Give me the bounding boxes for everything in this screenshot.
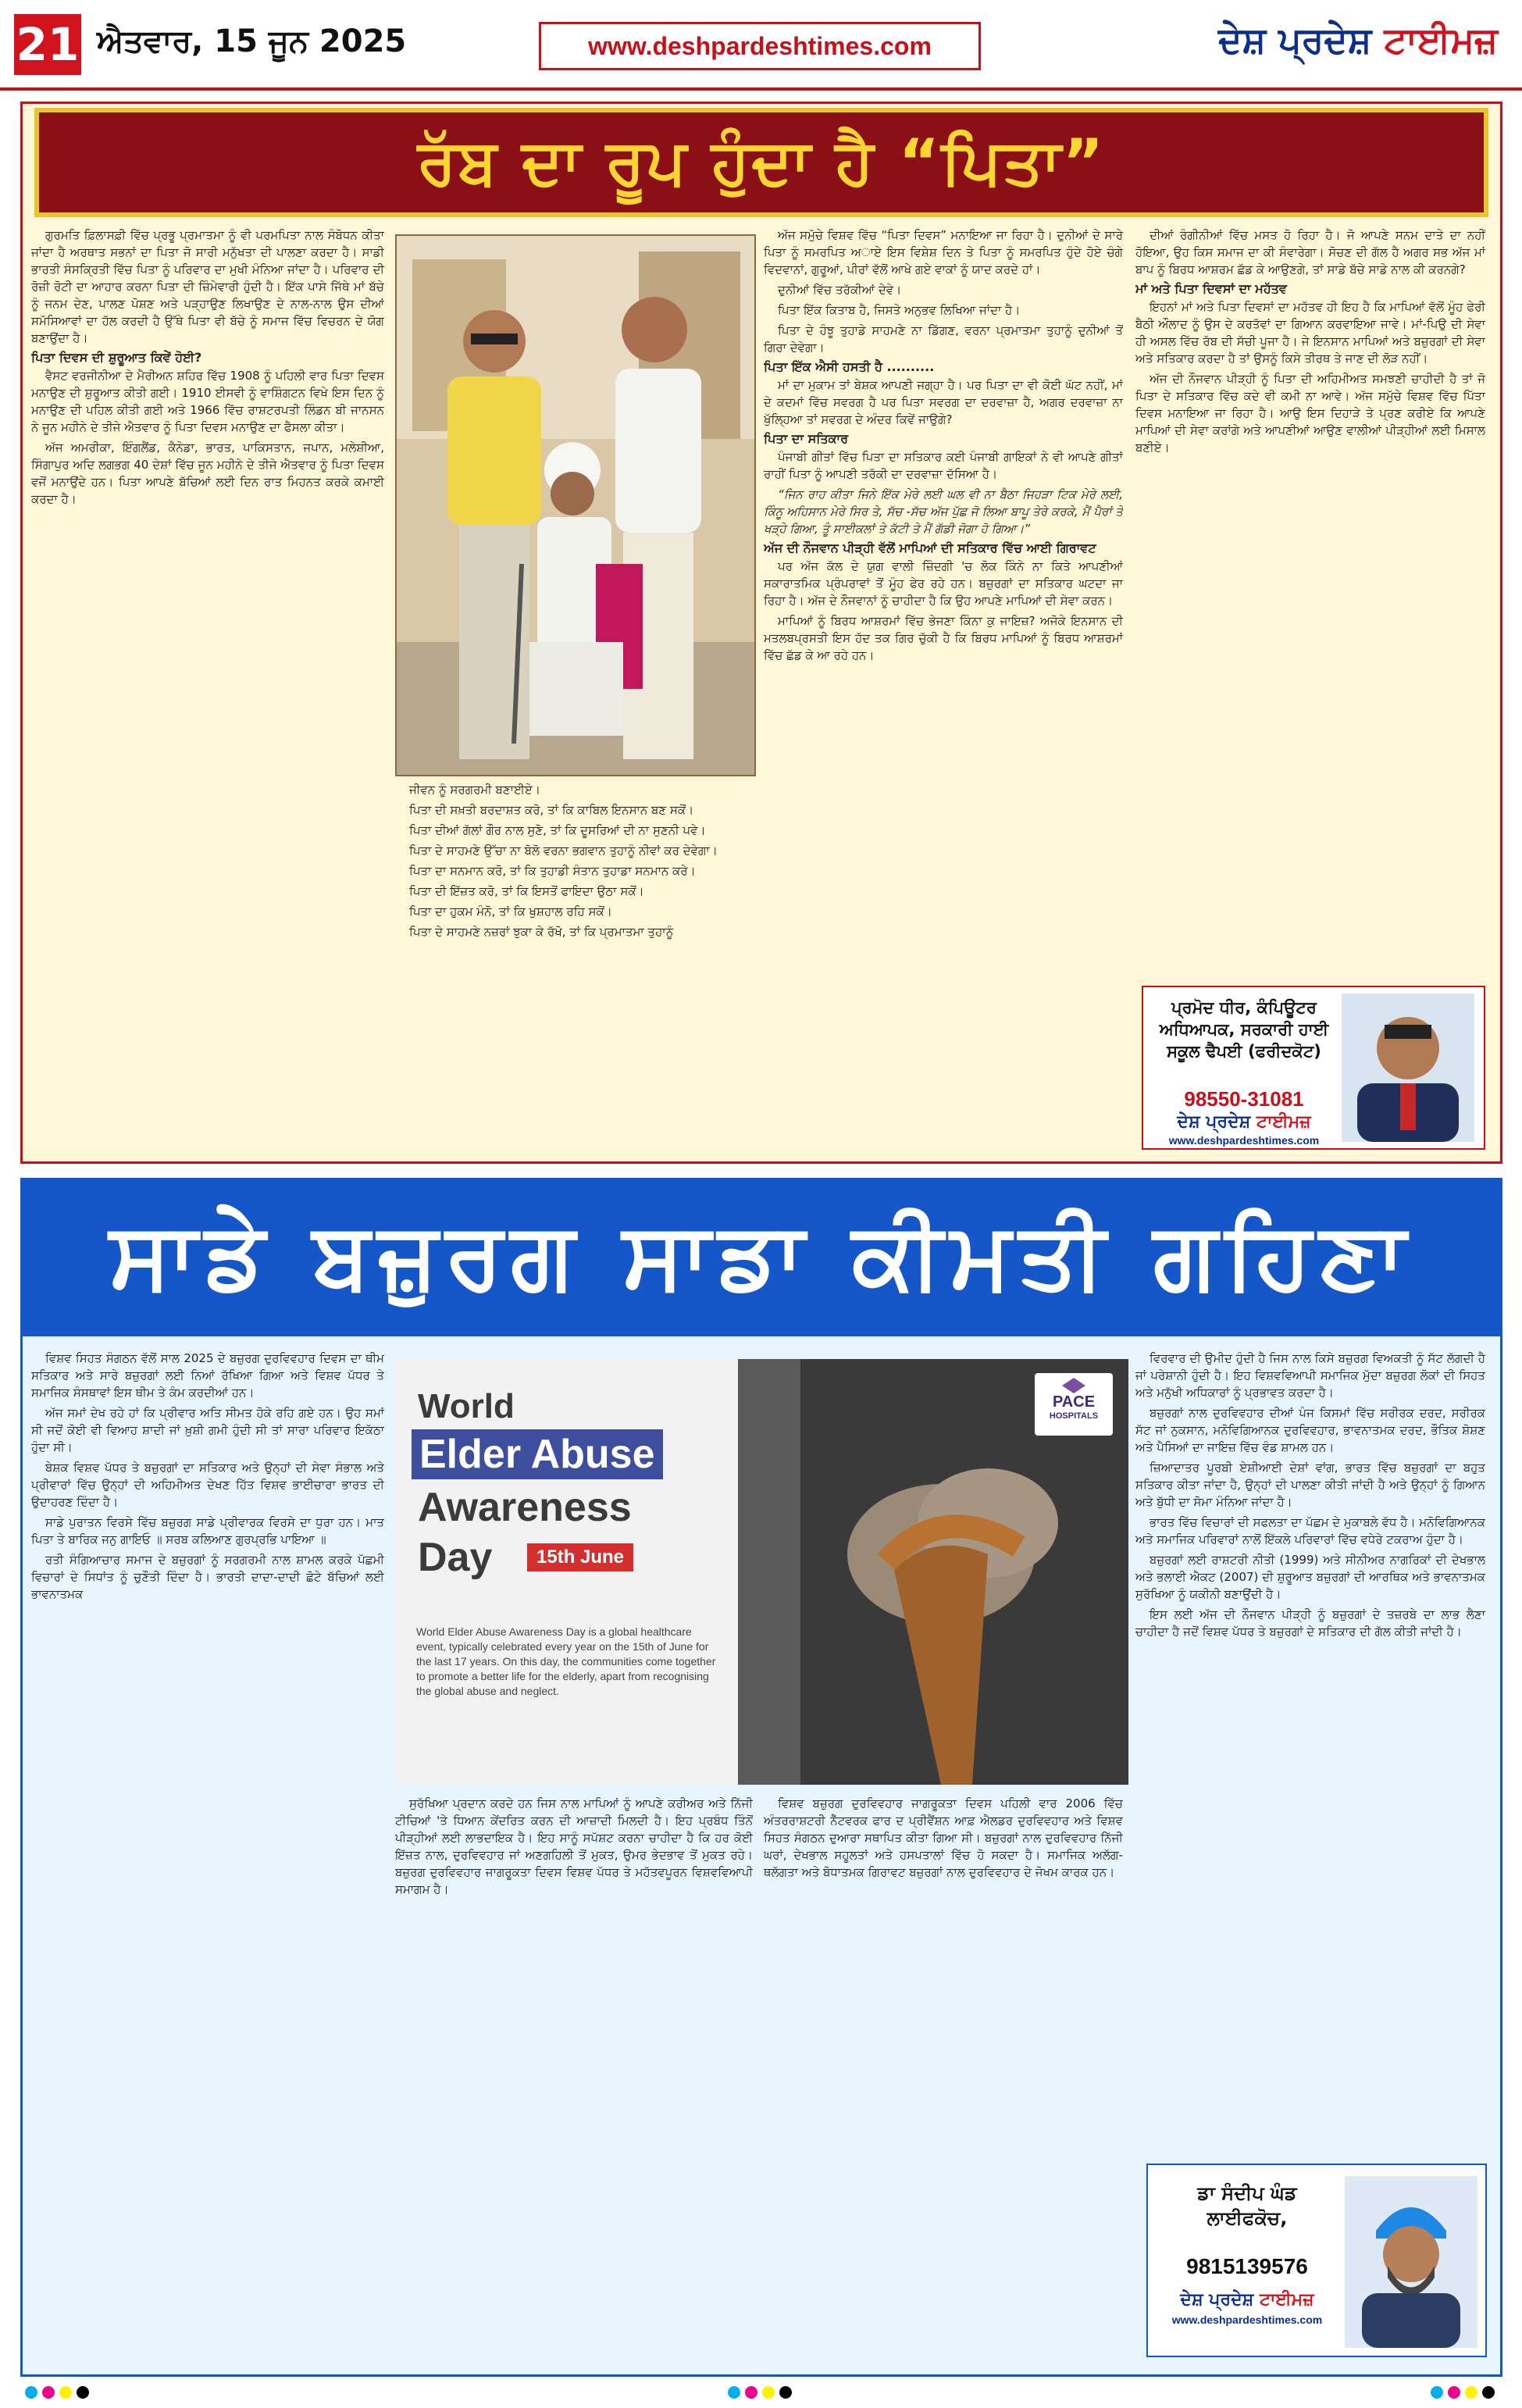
article1-column-4 (1135, 227, 1485, 976)
author-1-brand (1154, 1112, 1334, 1132)
article2-paragraph: ਭਾਰਤ ਵਿੱਚ ਵਿਚਾਰਾਂ ਦੀ ਸਫਲਤਾ ਦਾ ਪੱਛਮ ਦੇ ਮੁਕਾਬਲੇ ਵੱਧ ਹੈ। ਮਨੋਵਿਗਿਆਨਕ ਅਤੇ ਸਮਾਜਿਕ ਪਰਿਵਾਰਾਂ ਨਾਲੋਂ ਇੱਕਲੇ ਪਰਿਵਾਰਾਂ ਵਿੱਚ ਵਧੇਰੇ ਟਕਰਾਅ ਹੁੰਦਾ ਹੈ। (1135, 1515, 1485, 1546)
hospital-logo-icon (1062, 1378, 1085, 1393)
hospital-sub: HOSPITALS (1049, 1411, 1099, 1421)
article2-paragraph: ਬੇਸ਼ਕ ਵਿਸ਼ਵ ਪੱਧਰ ਤੇ ਬਜ਼ੁਰਗਾਂ ਦਾ ਸਤਿਕਾਰ ਅਤੇ ਉਨ੍ਹਾਂ ਦੀ ਸੇਵਾ ਸੰਭਾਲ ਅਤੇ ਪ੍ਰੀਵਾਰਾਂ ਵਿੱਚ ਉਨ੍ਹਾਂ ਦੀ ਅਹਿਮੀਅਤ ਦੇਖਣ ਹਿੱਤ ਵਿਸ਼ਵ ਭਾਈਚਾਰਾ ਭਾਰਤ ਦੀ ਉਦਾਹਰਣ ਦਿੰਦਾ ਹੈ। (31, 1461, 384, 1509)
author-1-line1: ਪ੍ਰਮੋਦ ਧੀਰ, ਕੰਪਿਊਟਰ (1171, 998, 1317, 1017)
author-2-line2: ਲਾਈਫਕੋਚ, (1207, 2207, 1288, 2229)
elder-abuse-poster (394, 1359, 1128, 1785)
article1-paragraph: ਮਾਪਿਆਂ ਨੂੰ ਬਿਰਧ ਆਸ਼ਰਮਾਂ ਵਿੱਚ ਭੇਜਣਾ ਕਿੰਨਾ ਕੁ ਜਾਇਜ਼? ਅਜੋਕੇ ਇਨਸਾਨ ਦੀ ਮਤਲਬਪ੍ਰਸਤੀ ਇਸ ਹੱਦ ਤਕ ਗਿਰ ਚੁੱਕੀ ਹੈ ਕਿ ਬਿਰਧ ਮਾਪਿਆਂ ਨੂੰ ਬਿਰਧ ਆਸ਼ਰਮਾਂ ਵਿੱਚ ਛੱਡ ਕੇ ਆ ਰਹੇ ਹਨ। (764, 614, 1123, 662)
article1-paragraph: ਦੀਆਂ ਰੰਗੀਨੀਆਂ ਵਿੱਚ ਮਸਤ ਹੋ ਰਿਹਾ ਹੈ। ਜੋ ਆਪਣੇ ਸਨਮ ਦਾਤੇ ਦਾ ਨਹੀਂ ਹੋਇਆ, ਉਹ ਕਿਸ ਸਮਾਜ ਦਾ ਕੀ ਸੰਵਾਰੇਗਾ। ਸੋਚਣ ਦੀ ਗੱਲ ਹੈ ਅਗਰ ਸਭ ਅੱਜ ਮਾਂ ਬਾਪ ਨੂੰ ਬਿਰਧ ਆਸ਼ਰਮ ਛੱਡ ਕੇ ਆਉਣਗੇ, ਤਾਂ ਸਾਡੇ ਬੱਚੇ ਸਾਡੇ ਨਾਲ ਕੀ ਕਰਨਗੇ? (1135, 228, 1485, 276)
article1-paragraph: ਪਿਤਾ ਦਾ ਸਨਮਾਨ ਕਰੋ, ਤਾਂ ਕਿ ਤੁਹਾਡੀ ਸੰਤਾਨ ਤੁਹਾਡਾ ਸਨਮਾਨ ਕਰੇ। (409, 864, 696, 878)
article1-subheading: ਮਾਂ ਅਤੇ ਪਿਤਾ ਦਿਵਸਾਂ ਦਾ ਮਹੱਤਵ (1135, 281, 1287, 296)
article1-column-1 (31, 227, 384, 1148)
brand-part1: ਦੇਸ਼ ਪ੍ਰਦੇਸ਼ (1218, 19, 1385, 61)
hospital-name: PACE (1052, 1393, 1096, 1411)
article1-paragraph: ਗੁਰਮਤਿ ਫ਼ਿਲਾਸਫ਼ੀ ਵਿੱਚ ਪ੍ਰਭੂ ਪ੍ਰਮਾਤਮਾ ਨੂੰ ਵੀ ਪਰਮਪਿਤਾ ਨਾਲ ਸੰਬੋਧਨ ਕੀਤਾ ਜਾਂਦਾ ਹੈ ਅਰਥਾਤ ਸਭਨਾਂ ਦਾ ਪਿਤਾ ਜੋ ਸਾਰੀ ਮਨੁੱਖਤਾ ਦੀ ਪਾਲਣਾ ਕਰਦਾ ਹੈ। ਸਾਡੀ ਭਾਰਤੀ ਸੰਸਕ੍ਰਿਤੀ ਵਿੱਚ ਪਿਤਾ ਨੂੰ ਪਰਿਵਾਰ ਦਾ ਮੁਖੀ ਮੰਨਿਆ ਜਾਂਦਾ ਹੈ। ਪਰਿਵਾਰ ਦੀ ਰੋਜ਼ੀ ਰੋਟੀ ਦਾ ਆਹਾਰ ਕਰਨਾ ਪਿਤਾ ਦੀ ਜ਼ਿੰਮੇਵਾਰੀ ਹੁੰਦੀ ਹੈ। ਇੱਕ ਪਾਸੇ ਜਿੱਥੇ ਮਾਂ ਬੱਚੇ ਨੂੰ ਜਨਮ ਦੇਣ, ਪਾਲਣ ਪੋਸ਼ਣ ਅਤੇ ਪੜ੍ਹਾਉਣ ਲਿਖਾਉਣ ਦੇ ਨਾਲ-ਨਾਲ ਉਸ ਦੀਆਂ ਸਮੱਸਿਆਵਾਂ ਦਾ ਹੱਲ ਕਰਦੀ ਹੈ ਉੱਥੇ ਪਿਤਾ ਵੀ ਬੱਚੇ ਨੂੰ ਸਮਾਜ ਵਿੱਚ ਵਿਚਰਨ ਦੇ ਯੋਗ ਬਣਾਉਂਦਾ ਹੈ। (31, 228, 384, 345)
article2-paragraph: ਅੱਜ ਸਮਾਂ ਦੇਖ ਰਹੇ ਹਾਂ ਕਿ ਪ੍ਰੀਵਾਰ ਅਤਿ ਸੀਮਤ ਹੋਕੇ ਰਹਿ ਗਏ ਹਨ। ਉਹ ਸਮਾਂ ਸੀ ਜਦੋਂ ਕੋਈ ਵੀ ਵਿਆਹ ਸ਼ਾਦੀ ਜਾਂ ਖ਼ੁਸ਼ੀ ਗਮੀ ਹੁੰਦੀ ਸੀ ਤਾਂ ਸਾਰਾ ਪਰਿਵਾਰ ਇਕੱਠਾ ਹੁੰਦਾ ਸੀ। (31, 1406, 384, 1454)
poster-date-badge: 15th June (527, 1543, 633, 1571)
poster-line2: Elder Abuse (412, 1429, 663, 1479)
issue-date: ਐਤਵਾਰ, 15 ਜੂਨ 2025 (97, 23, 407, 59)
article1-paragraph: ਪਿਤਾ ਇੱਕ ਕਿਤਾਬ ਹੈ, ਜਿਸਤੇ ਅਨੁਭਵ ਲਿਖਿਆ ਜਾਂਦਾ ਹੈ। (778, 303, 1021, 317)
article1-paragraph: ਪਿਤਾ ਦੀ ਇੱਜ਼ਤ ਕਰੋ, ਤਾਂ ਕਿ ਇਸਤੋਂ ਫਾਇਦਾ ਉਠਾ ਸਕੋਂ। (409, 884, 644, 898)
hospital-logo (1035, 1373, 1113, 1436)
avatar (1342, 994, 1474, 1142)
article1-paragraph: ਜੀਵਨ ਨੂੰ ਸਰਗਰਮੀ ਬਣਾਈਏ। (409, 783, 540, 797)
brand-part1: ਦੇਸ਼ ਪ੍ਰਦੇਸ਼ (1177, 1112, 1256, 1132)
author-2-brand-url[interactable]: www.deshpardeshtimes.com (1171, 2313, 1323, 2326)
brand-part2: ਟਾਈਮਜ਼ (1384, 19, 1498, 61)
article1-paragraph: ਪਰ ਅੱਜ ਕੱਲ ਦੇ ਯੁਗ ਵਾਲੀ ਜ਼ਿੰਦਗੀ 'ਚ ਲੋਕ ਕਿੰਨੇ ਨਾ ਕਿਤੇ ਆਪਣੀਆਂ ਸਕਾਰਾਤਮਿਕ ਪ੍ਰੰਪਰਾਵਾਂ ਤੋਂ ਮੂੰਹ ਫੇਰ ਰਹੇ ਹਨ। ਬਜ਼ੁਰਗਾਂ ਦਾ ਸਤਿਕਾਰ ਘਟਦਾ ਜਾ ਰਿਹਾ ਹੈ। ਅੱਜ ਦੇ ਨੌਜਵਾਨਾਂ ਨੂੰ ਚਾਹੀਦਾ ਹੈ ਕਿ ਉਹ ਆਪਣੇ ਮਾਪਿਆਂ ਦੀ ਸੇਵਾ ਕਰਨ। (764, 559, 1123, 608)
article1-paragraph: ਪੰਜਾਬੀ ਗੀਤਾਂ ਵਿੱਚ ਪਿਤਾ ਦਾ ਸਤਿਕਾਰ ਕਈ ਪੰਜਾਬੀ ਗਾਇਕਾਂ ਨੇ ਵੀ ਆਪਣੇ ਗੀਤਾਂ ਰਾਹੀਂ ਪਿਤਾ ਨੂੰ ਆਪਣੀ ਤਰੱਕੀ ਦਾ ਦਰਵਾਜ਼ਾ ਦੱਸਿਆ ਹੈ। (764, 450, 1123, 481)
author-2-name (1157, 2181, 1337, 2231)
article2-column-2 (395, 1795, 753, 2365)
article1-subheading: ਪਿਤਾ ਦਾ ਸਤਿਕਾਰ (764, 431, 849, 446)
father-photo (395, 234, 756, 776)
article2-paragraph: ਵਿਸ਼ਵ ਸਿਹਤ ਸੰਗਠਨ ਵੱਲੋਂ ਸਾਲ 2025 ਦੇ ਬਜ਼ੁਰਗ ਦੁਰਵਿਵਹਾਰ ਦਿਵਸ ਦਾ ਥੀਮ ਸਤਿਕਾਰ ਅਤੇ ਸਾਰੇ ਬਜ਼ੁਰਗਾਂ ਲਈ ਨਿਆਂ ਰੱਖਿਆ ਗਿਆ ਅਤੇ ਵਿਸ਼ਵ ਪੱਧਰ ਤੇ ਸਮਾਜਿਕ ਸੰਸਥਾਵਾਂ ਇਸ ਥੀਮ ਤੇ ਕੰਮ ਕਰਦੀਆਂ ਹਨ। (31, 1351, 384, 1400)
article2-column-3 (764, 1795, 1123, 2365)
article2-paragraph: ਰਤੀ ਸੰਗਿਆਚਾਰ ਸਮਾਜ ਦੇ ਬਜ਼ੁਰਗਾਂ ਨੂੰ ਸਰਗਰਮੀ ਨਾਲ ਸ਼ਾਮਲ ਕਰਕੇ ਪੱਛਮੀ ਵਿਚਾਰਾਂ ਦੇ ਸਿਧਾਂਤ ਨੂੰ ਚੁਣੌਤੀ ਦਿੰਦਾ ਹੈ। ਭਾਰਤੀ ਦਾਦਾ-ਦਾਦੀ ਛੋਟੇ ਬੱਚਿਆਂ ਲਈ ਭਾਵਨਾਤਮਕ (31, 1553, 384, 1601)
author-1-brand-url[interactable]: www.deshpardeshtimes.com (1168, 1134, 1320, 1147)
article1-paragraph: ਵੈਸਟ ਵਰਜੀਨੀਆ ਦੇ ਮੈਰੀਅਨ ਸ਼ਹਿਰ ਵਿੱਚ 1908 ਨੂੰ ਪਹਿਲੀ ਵਾਰ ਪਿਤਾ ਦਿਵਸ ਮਨਾਉਣ ਦੀ ਸ਼ੁਰੂਆਤ ਕੀਤੀ ਗਈ। 1910 ਈਸਵੀ ਨੂੰ ਵਾਸ਼ਿੰਗਟਨ ਵਿਖੇ ਇਸ ਦਿਨ ਨੂੰ ਮਨਾਉਣ ਦੀ ਪਹਿਲ ਕੀਤੀ ਗਈ ਅਤੇ 1966 ਵਿੱਚ ਰਾਸ਼ਟਰਪਤੀ ਲਿੰਡਨ ਬੀ ਜਾਨਸਨ ਨੇ ਜੂਨ ਮਹੀਨੇ ਦੇ ਤੀਜੇ ਐਤਵਾਰ ਨੂੰ ਪਿਤਾ ਦਿਵਸ ਮਨਾਉਣ ਦਾ ਫੈਸਲਾ ਕੀਤਾ। (31, 369, 384, 434)
article2-paragraph: ਵਿਸ਼ਵ ਬਜ਼ੁਰਗ ਦੁਰਵਿਵਹਾਰ ਜਾਗਰੂਕਤਾ ਦਿਵਸ ਪਹਿਲੀ ਵਾਰ 2006 ਵਿੱਚ ਅੰਤਰਰਾਸ਼ਟਰੀ ਨੈੱਟਵਰਕ ਫਾਰ ਦ ਪ੍ਰੀਵੈਂਸ਼ਨ ਆਫ਼ ਐਲਡਰ ਦੁਰਵਿਵਹਾਰ ਅਤੇ ਵਿਸ਼ਵ ਸਿਹਤ ਸੰਗਠਨ ਦੁਆਰਾ ਸਥਾਪਿਤ ਕੀਤਾ ਗਿਆ ਸੀ। ਬਜ਼ੁਰਗਾਂ ਨਾਲ ਦੁਰਵਿਵਹਾਰ ਨਿੱਜੀ ਘਰਾਂ, ਦੇਖਭਾਲ ਸਹੂਲਤਾਂ ਅਤੇ ਹਸਪਤਾਲਾਂ ਵਿੱਚ ਹੋ ਸਕਦਾ ਹੈ। ਸਮਾਜਿਕ ਅਲੱਗ-ਥਲੱਗਤਾ ਅਤੇ ਬੋਧਾਤਮਕ ਗਿਰਾਵਟ ਬਜ਼ੁਰਗਾਂ ਨਾਲ ਦੁਰਵਿਵਹਾਰ ਦੇ ਜੋਖਮ ਕਾਰਕ ਹਨ। (764, 1796, 1123, 1879)
article2-paragraph: ਬਜ਼ੁਰਗਾਂ ਲਈ ਰਾਸ਼ਟਰੀ ਨੀਤੀ (1999) ਅਤੇ ਸੀਨੀਅਰ ਨਾਗਰਿਕਾਂ ਦੀ ਦੇਖਭਾਲ ਅਤੇ ਭਲਾਈ ਐਕਟ (2007) ਦੀ ਸ਼ੁਰੂਆਤ ਬਜ਼ੁਰਗਾਂ ਦੀ ਆਰਥਿਕ ਅਤੇ ਭਾਵਨਾਤਮਕ ਸੁਰੱਖਿਆ ਨੂੰ ਯਕੀਨੀ ਬਣਾਉਂਦੀ ਹੈ। (1135, 1553, 1485, 1601)
article1-paragraph: ਅੱਜ ਅਮਰੀਕਾ, ਇੰਗਲੈਂਡ, ਕੈਨੇਡਾ, ਭਾਰਤ, ਪਾਕਿਸਤਾਨ, ਜਪਾਨ, ਮਲੇਸ਼ੀਆ, ਸਿੰਗਾਪੁਰ ਅਦਿ ਲਗਭਗ 40 ਦੇਸ਼ਾਂ ਵਿੱਚ ਜੂਨ ਮਹੀਨੇ ਦੇ ਤੀਜੇ ਐਤਵਾਰ ਨੂੰ ਪਿਤਾ ਦਿਵਸ ਵਜੋਂ ਮਨਾਉਂਦੇ ਹਨ। ਪਿਤਾ ਆਪਣੇ ਬੱਚਿਆਂ ਲਈ ਦਿਨ ਰਾਤ ਮਿਹਨਤ ਕਰਕੇ ਕਮਾਈ ਕਰਦਾ ਹੈ। (31, 441, 384, 506)
article1-paragraph: ਪਿਤਾ ਦੀਆਂ ਗੱਲਾਂ ਗੌਰ ਨਾਲ ਸੁਣੋ, ਤਾਂ ਕਿ ਦੂਸਰਿਆਂ ਦੀ ਨਾ ਸੁਣਨੀ ਪਵੇ। (409, 823, 706, 837)
article1-paragraph: ਇਹਨਾਂ ਮਾਂ ਅਤੇ ਪਿਤਾ ਦਿਵਸਾਂ ਦਾ ਮਹੱਤਵ ਹੀ ਇਹ ਹੈ ਕਿ ਮਾਪਿਆਂ ਵੱਲੋਂ ਮੂੰਹ ਫੇਰੀ ਬੈਠੀ ਔਲਾਦ ਨੂੰ ਉਸ ਦੇ ਕਰਤੱਵਾਂ ਦਾ ਗਿਆਨ ਕਰਵਾਇਆ ਜਾਵੇ। ਮਾਂ-ਪਿਉ ਦੀ ਸੇਵਾ ਹੀ ਅਸਲ ਵਿੱਚ ਰੱਬ ਦੀ ਸੱਚੀ ਪੂਜਾ ਹੈ। ਜੇ ਇਨਸਾਨ ਮਾਪਿਆਂ ਅਤੇ ਬਜ਼ੁਰਗਾਂ ਦੀ ਸੇਵਾ ਅਤੇ ਸਤਿਕਾਰ ਕਰਦਾ ਹੈ ਤਾਂ ਉਸਨੂੰ ਕਿਸੇ ਤੀਰਥ ਤੇ ਜਾਣ ਦੀ ਲੋੜ ਨਹੀਂ। (1135, 300, 1485, 366)
article1-subheading: ਪਿਤਾ ਦਿਵਸ ਦੀ ਸ਼ੁਰੂਆਤ ਕਿਵੇਂ ਹੋਈ? (31, 350, 202, 365)
website-link[interactable]: www.deshpardeshtimes.com (539, 22, 981, 70)
article1-column-2-top (395, 227, 753, 234)
article1-paragraph: ਪਿਤਾ ਦਾ ਹੁਕਮ ਮੰਨੋ, ਤਾਂ ਕਿ ਖੁਸ਼ਹਾਲ ਰਹਿ ਸਕੋਂ। (409, 904, 612, 919)
author-1-name (1154, 997, 1334, 1062)
author-1-phone: 98550-31081 (1184, 1087, 1304, 1111)
brand-part1: ਦੇਸ਼ ਪ੍ਰਦੇਸ਼ (1180, 2290, 1260, 2310)
article1-column-3 (764, 227, 1123, 1148)
article1-paragraph: ਮਾਂ ਦਾ ਮੁਕਾਮ ਤਾਂ ਬੇਸ਼ਕ ਆਪਣੀ ਜਗ੍ਹਾ ਹੈ। ਪਰ ਪਿਤਾ ਦਾ ਵੀ ਕੋਈ ਘੱਟ ਨਹੀਂ, ਮਾਂ ਦੇ ਕਦਮਾਂ ਵਿੱਚ ਸਵਰਗ ਹੈ ਪਰ ਪਿਤਾ ਸਵਰਗ ਦਾ ਦਰਵਾਜ਼ਾ ਹੈ, ਅਗਰ ਦਰਵਾਜ਼ਾ ਨਾ ਖੁੱਲ੍ਹਿਆ ਤਾਂ ਸਵਰਗ ਦੇ ਅੰਦਰ ਕਿਵੇਂ ਜਾਉਗੇ? (764, 378, 1123, 426)
avatar (1345, 2176, 1477, 2348)
brand-part2: ਟਾਈਮਜ਼ (1256, 1112, 1311, 1132)
article1-paragraph: ਪਿਤਾ ਦੇ ਹੰਝੂ ਤੁਹਾਡੇ ਸਾਹਮਣੇ ਨਾ ਡਿੱਗਣ, ਵਰਨਾ ਪ੍ਰਮਾਤਮਾ ਤੁਹਾਨੂੰ ਦੁਨੀਆਂ ਤੋਂ ਗਿਰਾ ਦੇਵੇਗਾ। (764, 323, 1123, 355)
article1-title: ਰੱਬ ਦਾ ਰੂਪ ਹੁੰਦਾ ਹੈ “ਪਿਤਾ” (34, 108, 1488, 217)
article1-paragraph: ਪਿਤਾ ਦੀ ਸਖ਼ਤੀ ਬਰਦਾਸ਼ਤ ਕਰੋ, ਤਾਂ ਕਿ ਕਾਬਿਲ ਇਨਸਾਨ ਬਣ ਸਕੋਂ। (409, 803, 694, 817)
article2-paragraph: ਸੁਰੱਖਿਆ ਪ੍ਰਦਾਨ ਕਰਦੇ ਹਨ ਜਿਸ ਨਾਲ ਮਾਪਿਆਂ ਨੂੰ ਆਪਣੇ ਕਰੀਅਰ ਅਤੇ ਨਿੱਜੀ ਟੀਚਿਆਂ 'ਤੇ ਧਿਆਨ ਕੇਂਦਰਿਤ ਕਰਨ ਦੀ ਆਜ਼ਾਦੀ ਮਿਲਦੀ ਹੈ। ਇਹ ਪ੍ਰਬੰਧ ਤਿੰਨੋਂ ਪੀੜ੍ਹੀਆਂ ਲਈ ਲਾਭਦਾਇਕ ਹੈ। ਇਹ ਸਾਨੂੰ ਸਪੱਸ਼ਟ ਕਰਨਾ ਚਾਹੀਦਾ ਹੈ ਕਿ ਹਰ ਕੋਈ ਇੱਜ਼ਤ ਨਾਲ, ਦੁਰਵਿਵਹਾਰ ਜਾਂ ਅਣਗਹਿਲੀ ਤੋਂ ਮੁਕਤ, ਉਮਰ ਭੇਦਭਾਵ ਤੋਂ ਮੁਕਤ ਰਹੇ। ਬਜ਼ੁਰਗ ਦੁਰਵਿਵਹਾਰ ਜਾਗਰੂਕਤਾ ਦਿਵਸ ਵਿਸ਼ਵ ਪੱਧਰ ਤੇ ਮਹੱਤਵਪੂਰਨ ਵਿਸ਼ਵਵਿਆਪੀ ਸਮਾਗਮ ਹੈ। (395, 1796, 753, 1896)
article2-column-4 (1135, 1350, 1485, 2154)
author-2-portrait (1345, 2176, 1477, 2348)
author-2-line1: ਡਾ ਸੰਦੀਪ ਘੰਡ (1197, 2182, 1297, 2204)
father-photo-illustration (397, 236, 754, 775)
article2-column-1 (31, 1350, 384, 2365)
author-1-line3: ਸਕੂਲ ਢੈਪਈ (ਫਰੀਦਕੋਟ) (1167, 1042, 1321, 1061)
poster-line3: Awareness (418, 1485, 632, 1530)
article2-paragraph: ਜ਼ਿਆਦਾਤਰ ਪੂਰਬੀ ਏਸ਼ੀਆਈ ਦੇਸ਼ਾਂ ਵਾਂਗ, ਭਾਰਤ ਵਿੱਚ ਬਜ਼ੁਰਗਾਂ ਦਾ ਬਹੁਤ ਸਤਿਕਾਰ ਕੀਤਾ ਜਾਂਦਾ ਹੈ, ਉਨ੍ਹਾਂ ਦੀ ਪਾਲਣਾ ਕੀਤੀ ਜਾਂਦੀ ਹੈ ਅਤੇ ਉਨ੍ਹਾਂ ਨੂੰ ਗਿਆਨ ਅਤੇ ਬੁੱਧੀ ਦਾ ਸੋਮਾ ਮੰਨਿਆ ਜਾਂਦਾ ਹੈ। (1135, 1461, 1485, 1509)
dots-group (25, 2386, 1495, 2399)
brand-part2: ਟਾਈਮਜ਼ (1259, 2290, 1314, 2310)
article1-column-2 (395, 781, 753, 1148)
article1-intro: ਅੱਜ ਸਮੁੱਚੇ ਵਿਸ਼ਵ ਵਿੱਚ “ਪਿਤਾ ਦਿਵਸ” ਮਨਾਇਆ ਜਾ ਰਿਹਾ ਹੈ। ਦੁਨੀਆਂ ਦੇ ਸਾਰੇ ਪਿਤਾ ਨੂੰ ਸਮਰਪਿਤ ਅਾਏ ਇਸ ਵਿਸ਼ੇਸ਼ ਦਿਨ ਤੇ ਪਿਤਾ ਨੂੰ ਸਮਰਪਿਤ ਹੁੰਦੇ ਹੋਏ ਚੰਗੇ ਵਿਦਵਾਨਾਂ, ਗੁਰੂਆਂ, ਪੀਰਾਂ ਵੱਲੋਂ ਆਖੇ ਗਏ ਵਾਕਾਂ ਨੂੰ ਯਾਦ ਕਰਦੇ ਹਾਂ। (764, 228, 1123, 276)
masthead-brand (1218, 19, 1498, 62)
article2-paragraph: ਸਾਡੇ ਪੁਰਾਤਨ ਵਿਰਸੇ ਵਿੱਚ ਬਜ਼ੁਰਗ ਸਾਡੇ ਪ੍ਰੀਵਾਰਕ ਵਿਰਸੇ ਦਾ ਧੁਰਾ ਹਨ। ਮਾਤ ਪਿਤਾ ਤੇ ਬਾਰਿਕ ਜਨੁ ਗਾਇਓ ॥ ਸਰਬ ਕਲਿਆਣ ਗੁਰਪ੍ਰਭਿ ਪਾਇਆ ॥ (31, 1515, 384, 1546)
poster-caption: World Elder Abuse Awareness Day is a global healthcare event, typically celebrated every year on the 15th of June for the last 17 years. On this day, the communities come together to promote a better life for the elderly, apart from recognising the global abuse and neglect. (416, 1625, 716, 1697)
author-1-portrait (1342, 994, 1474, 1142)
author-2-phone: 9815139576 (1186, 2254, 1308, 2278)
article2-title: ਸਾਡੇ ਬਜ਼ੁਰਗ ਸਾਡਾ ਕੀਮਤੀ ਗਹਿਣਾ (20, 1178, 1502, 1334)
article1-paragraph: ਪਿਤਾ ਦੇ ਸਾਹਮਣੇ ਉੱਚਾ ਨਾ ਬੋਲੋ ਵਰਨਾ ਭਗਵਾਨ ਤੁਹਾਨੂੰ ਨੀਵਾਂ ਕਰ ਦੇਵੇਗਾ। (409, 844, 718, 858)
author-2-brand (1157, 2290, 1337, 2310)
article2-paragraph: ਬਜ਼ੁਰਗਾਂ ਨਾਲ ਦੁਰਵਿਵਹਾਰ ਦੀਆਂ ਪੰਜ ਕਿਸਮਾਂ ਵਿੱਚ ਸਰੀਰਕ ਦਰਦ, ਸਰੀਰਕ ਸੱਟ ਜਾਂ ਨੁਕਸਾਨ, ਮਨੋਵਿਗਿਆਨਕ ਦੁਰਵਿਵਹਾਰ, ਭਾਵਨਾਤਮਕ ਦਰਦ, ਭੌਤਿਕ ਸ਼ੋਸ਼ਣ ਅਤੇ ਪੈਸਿਆਂ ਦਾ ਜਾਇਜ਼ ਵਿੱਚ ਵੰਡ ਸ਼ਾਮਲ ਹਨ। (1135, 1406, 1485, 1454)
article1-paragraph: ਅੱਜ ਦੀ ਨੌਜਵਾਨ ਪੀੜ੍ਹੀ ਨੂੰ ਪਿਤਾ ਦੀ ਅਹਿਮੀਅਤ ਸਮਝਣੀ ਚਾਹੀਦੀ ਹੈ ਤਾਂ ਜੋ ਪਿਤਾ ਦੇ ਸਤਿਕਾਰ ਵਿੱਚ ਕਦੇ ਵੀ ਕਮੀ ਨਾ ਆਵੇ। ਅੱਜ ਸਮੁੱਚੇ ਵਿਸ਼ਵ ਵਿੱਚ ਪਿੱਤਾ ਦਿਵਸ ਮਨਾਇਆ ਜਾ ਰਿਹਾ ਹੈ। ਆਉ ਇਸ ਦਿਹਾੜੇ ਤੇ ਪ੍ਰਣ ਕਰੀਏ ਕਿ ਆਪਣੇ ਮਾਪਿਆਂ ਦੀ ਸੇਵਾ ਕਰਾਂਗੇ ਅਤੇ ਆਪਣੀਆਂ ਆਉਣ ਵਾਲੀਆਂ ਪੀੜ੍ਹੀਆਂ ਲਈ ਮਿਸਾਲ ਬਣੀਏ। (1135, 372, 1485, 455)
article1-paragraph: ਦੁਨੀਆਂ ਵਿੱਚ ਤਰੱਕੀਆਂ ਦੇਵੇ। (778, 283, 902, 297)
poster-line1: World (418, 1387, 515, 1425)
article1-subheading: ਅੱਜ ਦੀ ਨੌਜਵਾਨ ਪੀੜ੍ਹੀ ਵੱਲੋਂ ਮਾਪਿਆਂ ਦੀ ਸਤਿਕਾਰ ਵਿੱਚ ਆਈ ਗਿਰਾਵਟ (764, 540, 1096, 555)
article1-paragraph: ਪਿਤਾ ਦੇ ਸਾਹਮਣੇ ਨਜ਼ਰਾਂ ਝੁਕਾ ਕੇ ਰੱਖੋ, ਤਾਂ ਕਿ ਪ੍ਰਮਾਤਮਾ ਤੁਹਾਨੂੰ (409, 925, 674, 939)
print-registration-dots (0, 2384, 1522, 2401)
article2-paragraph: ਵਿਰਵਾਰ ਦੀ ਉਮੀਦ ਹੁੰਦੀ ਹੈ ਜਿਸ ਨਾਲ ਕਿਸੇ ਬਜ਼ੁਰਗ ਵਿਅਕਤੀ ਨੂੰ ਸੱਟ ਲੱਗਦੀ ਹੈ ਜਾਂ ਪਰੇਸ਼ਾਨੀ ਹੁੰਦੀ ਹੈ। ਇਹ ਵਿਸ਼ਵਵਿਆਪੀ ਸਮਾਜਿਕ ਮੁੱਦਾ ਬਜ਼ੁਰਗ ਲੋਕਾਂ ਦੀ ਸਿਹਤ ਅਤੇ ਮਨੁੱਖੀ ਅਧਿਕਾਰਾਂ ਨੂੰ ਪ੍ਰਭਾਵਤ ਕਰਦਾ ਹੈ। (1135, 1351, 1485, 1400)
song-quote: “ਜਿਨ ਰਾਹ ਕੀਤਾ ਜਿਨੇ ਇੱਕ ਮੇਰੇ ਲਈ ਘਲ ਵੀ ਨਾ ਬੈਠਾ ਜਿਹੜਾ ਟਿਕ ਮੇਰੇ ਲਈ, ਕਿੰਨੂ ਅਹਿਸਾਨ ਮੇਰੇ ਸਿਰ ਤੇ, ਸੱਚ -ਸੱਚ ਅੱਜ ਪੁੱਛ ਜੋ ਲਿਆ ਬਾਪੂ ਤੇਰੇ ਕਰਕੇ, ਮੈਂ ਪੈਰਾਂ ਤੇ ਖੜ੍ਹੇ ਗਿਆ, ਤੂੰ ਸਾਈਕਲਾਂ ਤੇ ਕੱਟੀ ਤੇ ਮੈਂ ਗੱਡੀ ਜੋਗਾ ਹੋ ਗਿਆ।” (764, 487, 1123, 536)
article1-subheading: ਪਿਤਾ ਇੱਕ ਐਸੀ ਹਸਤੀ ਹੈ .......... (764, 359, 935, 374)
page-number: 21 (14, 14, 81, 75)
article2-paragraph: ਇਸ ਲਈ ਅੱਜ ਦੀ ਨੌਜਵਾਨ ਪੀੜ੍ਹੀ ਨੂੰ ਬਜ਼ੁਰਗਾਂ ਦੇ ਤਜ਼ਰਬੇ ਦਾ ਲਾਭ ਲੈਣਾ ਚਾਹੀਦਾ ਹੈ ਜਦੋਂ ਵਿਸ਼ਵ ਪੱਧਰ ਤੇ ਬਜ਼ੁਰਗਾਂ ਦੇ ਸਤਿਕਾਰ ਦੀ ਗੱਲ ਕੀਤੀ ਜਾਂਦੀ ਹੈ। (1135, 1607, 1485, 1639)
poster-line4: Day (418, 1535, 493, 1580)
author-1-line2: ਅਧਿਆਪਕ, ਸਰਕਾਰੀ ਹਾਈ (1159, 1020, 1329, 1039)
header-divider (0, 87, 1522, 91)
